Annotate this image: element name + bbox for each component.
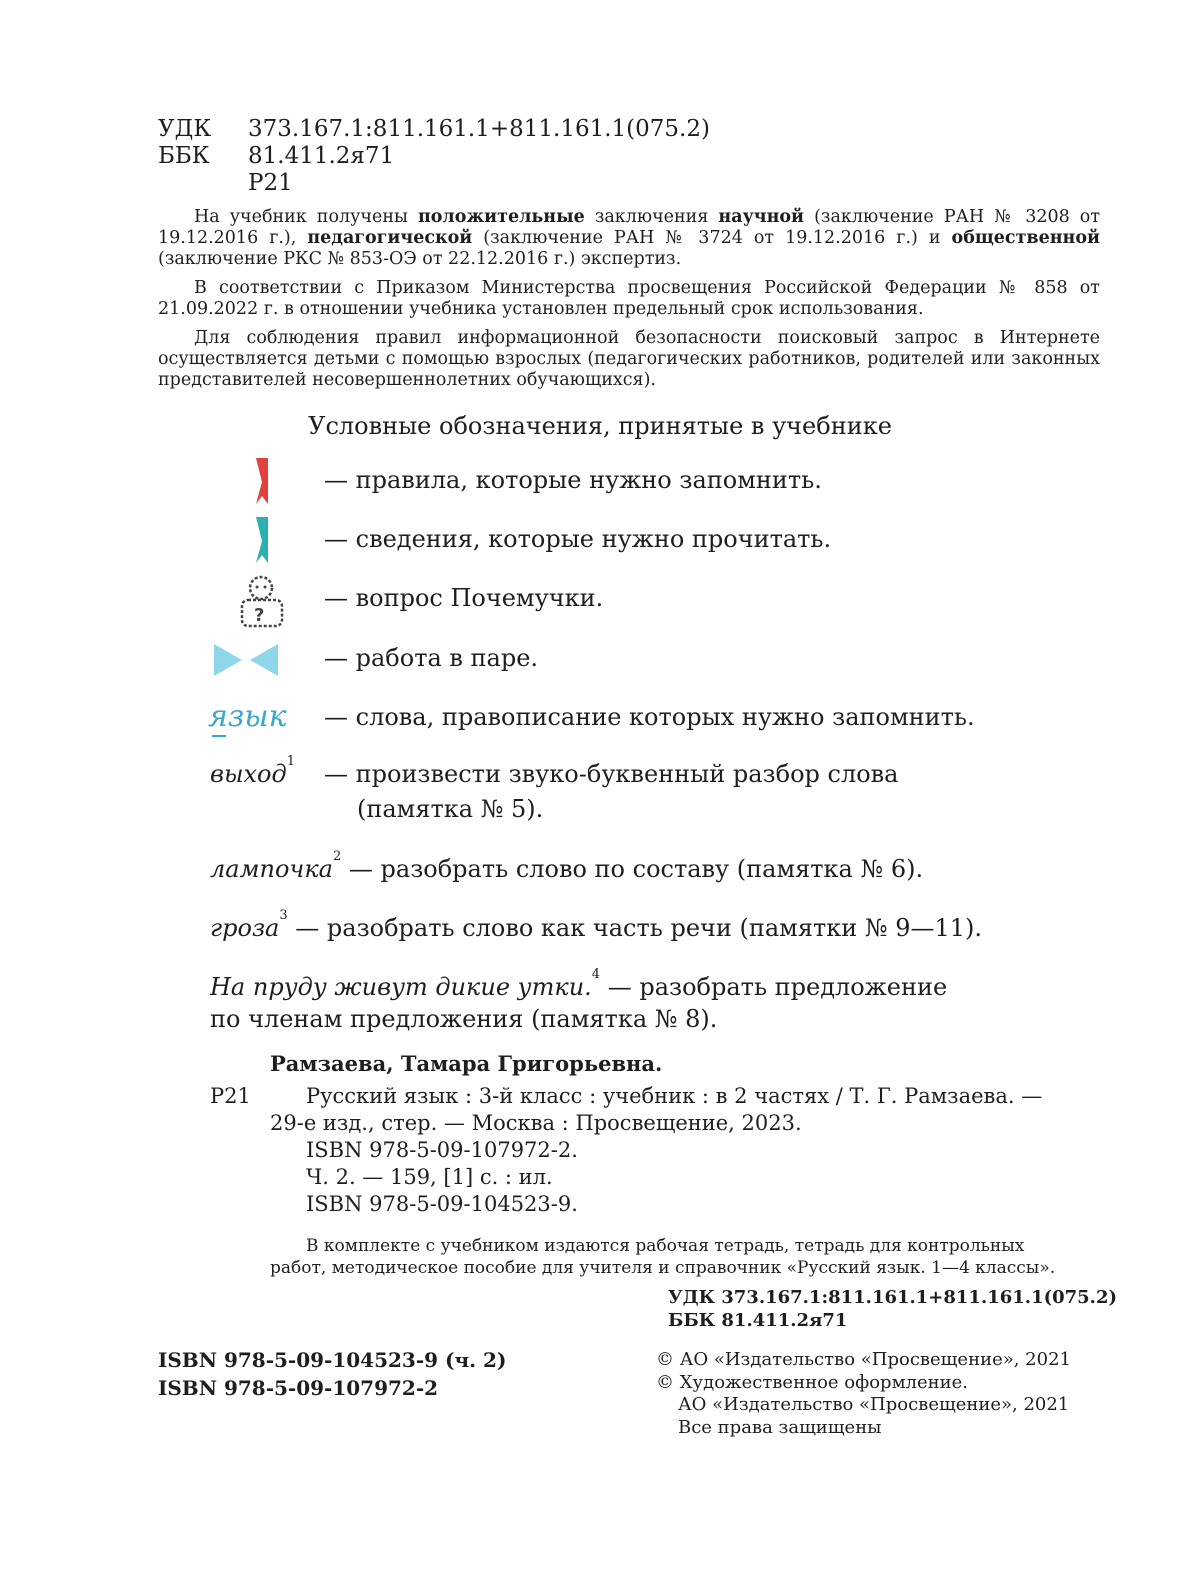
red-bookmark-icon <box>212 456 302 510</box>
copyright-line1: © АО «Издательство «Просвещение», 2021 <box>656 1349 1071 1370</box>
udk-label: УДК <box>158 116 212 142</box>
legend-text: — правила, которые нужно запомнить. <box>324 466 822 494</box>
legend-text: — работа в паре. <box>324 644 539 672</box>
spelling-word: язык <box>208 699 287 734</box>
svg-text:?: ? <box>254 605 265 626</box>
legend-item-spelling <box>208 693 1112 747</box>
spelling-word-icon <box>208 693 302 747</box>
example-sound-analysis-text: — произвести звуко-буквенный разбор слова <box>324 760 899 788</box>
author-code: Р21 <box>248 170 293 196</box>
teal-bookmark-icon <box>212 515 302 569</box>
copyright-line3: АО «Издательство «Просвещение», 2021 <box>678 1394 1070 1415</box>
example-morpheme: лампочка$^2$ — разобрать слово по составу (памятка № 6). <box>210 849 924 883</box>
pair-work-icon <box>212 634 302 688</box>
legend-item-question <box>212 574 1112 628</box>
copyright-line4: Все права защищены <box>678 1417 882 1438</box>
udk-value: 373.167.1:811.161.1+811.161.1(075.2) <box>248 116 710 142</box>
example-sentence-text2: по членам предложения (памятка № 8). <box>210 1005 718 1033</box>
kit-line2: работ, методическое пособие для учителя и справочник «Русский язык. 1—4 классы». <box>270 1258 1056 1278</box>
legend-item-info <box>212 515 1112 569</box>
bbk-value: 81.411.2я71 <box>248 143 395 169</box>
isbn-general: ISBN 978-5-09-107972-2 <box>158 1376 439 1400</box>
kit-line1: В комплекте с учебником издаются рабочая тетрадь, тетрадь для контрольных <box>306 1236 1025 1256</box>
biblio-line5: ISBN 978-5-09-104523-9. <box>306 1192 578 1216</box>
copyright-line2: © Художественное оформление. <box>656 1372 969 1393</box>
isbn-part2: ISBN 978-5-09-104523-9 (ч. 2) <box>158 1348 507 1372</box>
legend-text: — вопрос Почемучки. <box>324 584 604 612</box>
example-part-of-speech: гроза$^3$ — разобрать слово как часть речи (памятки № 9—11). <box>210 908 983 942</box>
legend-heading: Условные обозначения, принятые в учебнике <box>308 412 892 440</box>
biblio-bbk: ББК 81.411.2я71 <box>668 1310 848 1331</box>
safety-paragraph: Для соблюдения правил информационной безопасности поисковый запрос в Интернете осуществляется детьми с помощью взрослых (педагогических работников, родителей или законных представителей несовершеннолетних обучающихся). <box>158 328 1100 390</box>
biblio-code: Р21 <box>210 1084 251 1108</box>
example-sentence: На пруду живут дикие утки.$^4$ — разобрать предложение <box>210 967 948 1001</box>
example-sound-analysis-text2: (памятка № 5). <box>357 795 544 823</box>
biblio-udk: УДК 373.167.1:811.161.1+811.161.1(075.2) <box>668 1287 1117 1308</box>
biblio-line2: 29-е изд., стер. — Москва : Просвещение, 2023. <box>270 1111 802 1135</box>
legend-text: — сведения, которые нужно прочитать. <box>324 525 832 553</box>
expertise-paragraph: На учебник получены положительные заключения научной (заключение РАН № 3208 от 19.12.2016 г.), педагогической (заключение РАН № 3724 от 19.12.2016 г.) и общественной (заключение РКС № 853-ОЭ от 22.12.2016 г.) экспертиз. <box>158 207 1100 269</box>
example-sound-analysis: выход$^1$ <box>210 754 295 788</box>
pochemuchka-icon <box>212 574 302 628</box>
legend-text: — слова, правописание которых нужно запомнить. <box>324 703 975 731</box>
legend-item-rules <box>212 456 1112 510</box>
biblio-line4: Ч. 2. — 159, [1] с. : ил. <box>306 1165 553 1189</box>
order-paragraph: В соответствии с Приказом Министерства просвещения Российской Федерации № 858 от 21.09.2022 г. в отношении учебника установлен предельный срок использования. <box>158 278 1100 319</box>
legend-item-pair <box>212 634 1112 688</box>
biblio-author: Рамзаева, Тамара Григорьевна. <box>270 1051 663 1076</box>
biblio-line1: Русский язык : 3-й класс : учебник : в 2 частях / Т. Г. Рамзаева. — <box>306 1084 1043 1108</box>
biblio-line3: ISBN 978-5-09-107972-2. <box>306 1138 578 1162</box>
bbk-label: ББК <box>158 143 210 169</box>
